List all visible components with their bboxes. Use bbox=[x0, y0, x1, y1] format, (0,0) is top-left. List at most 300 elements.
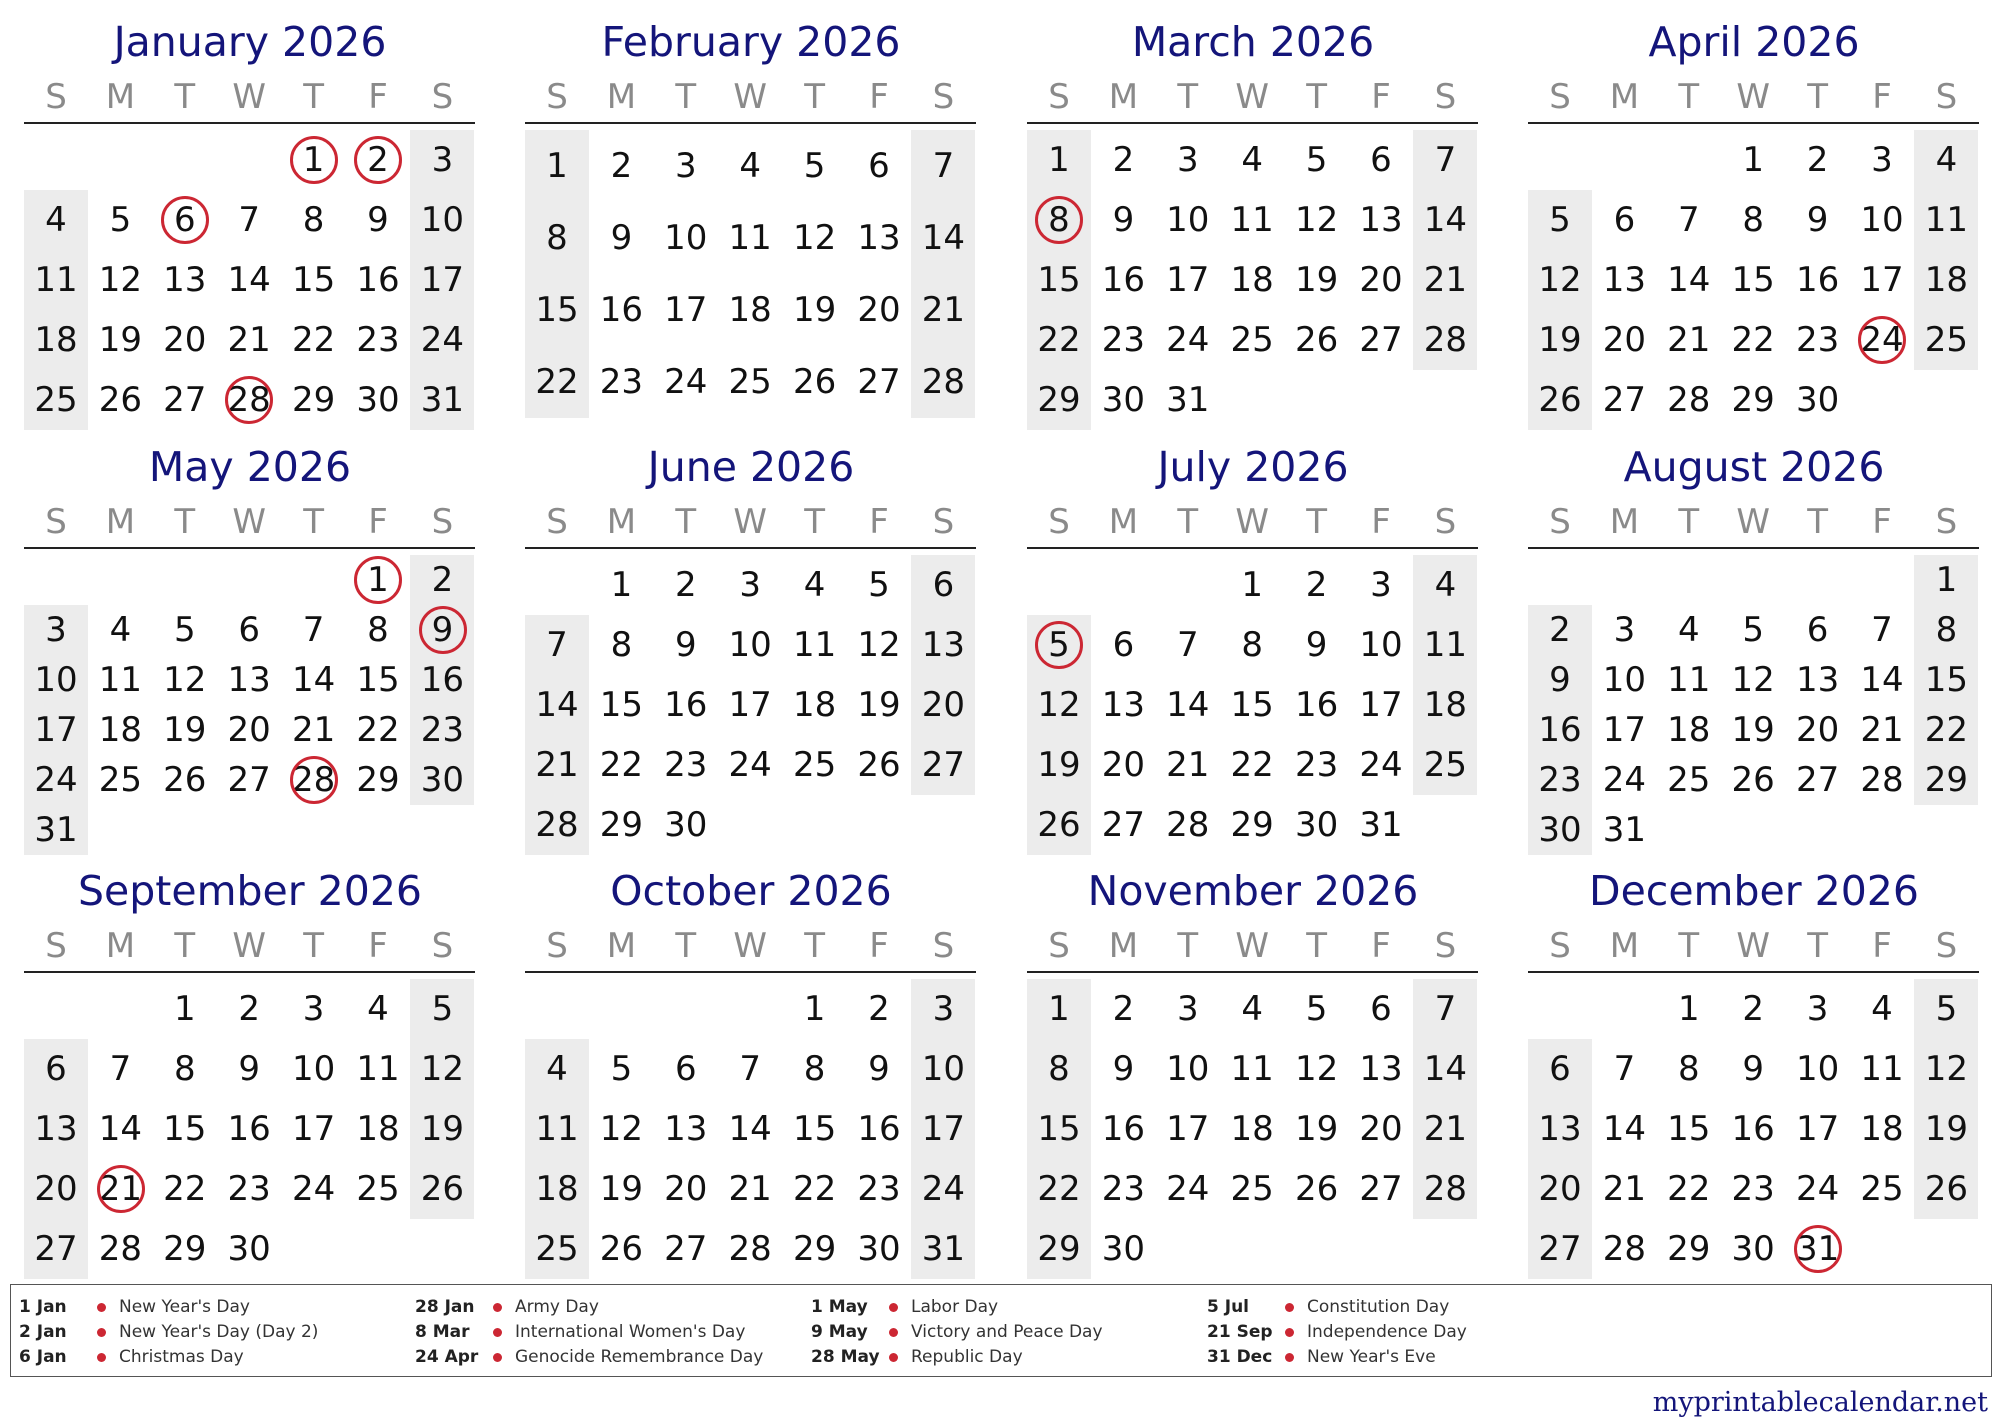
day-cell[interactable]: 19 bbox=[599, 1169, 644, 1209]
day-cell[interactable]: 3 bbox=[932, 989, 955, 1029]
day-cell[interactable]: 31 bbox=[1602, 810, 1647, 850]
day-cell[interactable]: 18 bbox=[1860, 1109, 1904, 1149]
day-cell[interactable]: 19 bbox=[98, 320, 143, 360]
day-cell[interactable]: 17 bbox=[1860, 260, 1904, 300]
day-cell[interactable]: 18 bbox=[535, 1169, 579, 1209]
day-cell[interactable]: 23 bbox=[356, 320, 400, 360]
day-cell[interactable]: 10 bbox=[291, 1049, 336, 1089]
day-cell[interactable]: 17 bbox=[291, 1109, 336, 1149]
day-cell[interactable]: 16 bbox=[227, 1109, 271, 1149]
day-cell[interactable]: 22 bbox=[535, 362, 579, 402]
day-cell[interactable]: 31 bbox=[921, 1229, 966, 1269]
day-cell[interactable]: 14 bbox=[1423, 1049, 1468, 1089]
day-cell[interactable]: 25 bbox=[1667, 760, 1711, 800]
day-cell[interactable]: 29 bbox=[356, 760, 400, 800]
day-cell[interactable]: 18 bbox=[728, 290, 772, 330]
day-cell[interactable]: 21 bbox=[728, 1169, 772, 1209]
day-cell[interactable]: 9 bbox=[367, 200, 389, 240]
day-cell[interactable]: 2 bbox=[238, 989, 260, 1029]
day-cell[interactable]: 18 bbox=[34, 320, 78, 360]
day-cell[interactable]: 15 bbox=[1037, 260, 1081, 300]
day-cell[interactable]: 29 bbox=[163, 1229, 207, 1269]
day-cell[interactable]: 2 bbox=[610, 146, 633, 186]
day-cell[interactable]: 7 bbox=[1434, 140, 1457, 180]
day-cell[interactable]: 23 bbox=[1294, 745, 1339, 785]
day-cell[interactable]: 10 bbox=[664, 218, 708, 258]
day-cell[interactable]: 5 bbox=[1305, 989, 1328, 1029]
day-cell[interactable]: 13 bbox=[1359, 200, 1403, 240]
day-cell[interactable]: 27 bbox=[1795, 760, 1840, 800]
day-cell[interactable]: 22 bbox=[291, 320, 336, 360]
day-cell[interactable]: 25 bbox=[1860, 1169, 1904, 1209]
day-cell[interactable]: 4 bbox=[1241, 989, 1263, 1029]
day-cell[interactable]: 31 bbox=[420, 380, 465, 420]
day-cell[interactable]: 18 bbox=[1423, 685, 1468, 725]
day-cell[interactable]: 5 bbox=[610, 1049, 633, 1089]
day-cell[interactable]: 24 bbox=[664, 362, 708, 402]
day-cell[interactable]: 14 bbox=[535, 685, 579, 725]
day-cell[interactable]: 13 bbox=[921, 625, 966, 665]
day-cell[interactable]: 18 bbox=[356, 1109, 400, 1149]
day-cell[interactable]: 15 bbox=[599, 685, 644, 725]
day-cell[interactable]: 1 bbox=[1742, 140, 1764, 180]
day-cell[interactable]: 28 bbox=[535, 805, 579, 845]
day-cell[interactable]: 25 bbox=[535, 1229, 579, 1269]
day-cell[interactable]: 29 bbox=[1037, 1229, 1081, 1269]
day-cell[interactable]: 16 bbox=[1731, 1109, 1775, 1149]
day-cell[interactable]: 20 bbox=[1359, 1109, 1403, 1149]
day-cell[interactable]: 11 bbox=[1924, 200, 1969, 240]
day-cell[interactable]: 3 bbox=[1871, 140, 1893, 180]
day-cell[interactable]: 18 bbox=[792, 685, 837, 725]
day-cell[interactable]: 14 bbox=[1166, 685, 1210, 725]
day-cell[interactable]: 30 bbox=[356, 380, 400, 420]
day-cell[interactable]: 15 bbox=[535, 290, 579, 330]
day-cell[interactable]: 19 bbox=[792, 290, 837, 330]
day-cell[interactable]: 25 bbox=[356, 1169, 400, 1209]
day-cell[interactable]: 9 bbox=[868, 1049, 890, 1089]
day-cell[interactable]: 16 bbox=[1795, 260, 1840, 300]
day-cell[interactable]: 9 bbox=[1112, 200, 1135, 240]
day-cell[interactable]: 20 bbox=[1602, 320, 1647, 360]
day-cell[interactable]: 16 bbox=[1101, 1109, 1146, 1149]
day-cell[interactable]: 13 bbox=[163, 260, 207, 300]
day-cell[interactable]: 1 bbox=[803, 989, 826, 1029]
day-cell[interactable]: 23 bbox=[857, 1169, 901, 1209]
day-cell[interactable]: 16 bbox=[1101, 260, 1146, 300]
day-cell[interactable]: 20 bbox=[664, 1169, 708, 1209]
day-cell[interactable]: 3 bbox=[1806, 989, 1829, 1029]
day-cell[interactable]: 20 bbox=[1101, 745, 1146, 785]
day-cell[interactable]: 21 bbox=[227, 320, 271, 360]
day-cell[interactable]: 22 bbox=[1731, 320, 1775, 360]
day-cell[interactable]: 1 bbox=[173, 989, 196, 1029]
day-cell[interactable]: 4 bbox=[739, 146, 761, 186]
day-cell[interactable]: 9 bbox=[431, 610, 454, 650]
day-cell[interactable]: 4 bbox=[803, 565, 826, 605]
day-cell[interactable]: 4 bbox=[1935, 140, 1958, 180]
day-cell[interactable]: 9 bbox=[238, 1049, 260, 1089]
day-cell[interactable]: 14 bbox=[1602, 1109, 1647, 1149]
day-cell[interactable]: 12 bbox=[1924, 1049, 1969, 1089]
day-cell[interactable]: 30 bbox=[1538, 810, 1582, 850]
day-cell[interactable]: 21 bbox=[1667, 320, 1711, 360]
day-cell[interactable]: 6 bbox=[238, 610, 260, 650]
day-cell[interactable]: 2 bbox=[367, 140, 389, 180]
day-cell[interactable]: 31 bbox=[1359, 805, 1403, 845]
day-cell[interactable]: 5 bbox=[868, 565, 890, 605]
day-cell[interactable]: 13 bbox=[1795, 660, 1840, 700]
day-cell[interactable]: 28 bbox=[1423, 320, 1468, 360]
day-cell[interactable]: 13 bbox=[1101, 685, 1146, 725]
day-cell[interactable]: 22 bbox=[1037, 1169, 1081, 1209]
day-cell[interactable]: 6 bbox=[1806, 610, 1829, 650]
day-cell[interactable]: 1 bbox=[1677, 989, 1700, 1029]
day-cell[interactable]: 22 bbox=[163, 1169, 207, 1209]
day-cell[interactable]: 20 bbox=[1359, 260, 1403, 300]
day-cell[interactable]: 1 bbox=[367, 560, 389, 600]
day-cell[interactable]: 12 bbox=[420, 1049, 465, 1089]
day-cell[interactable]: 27 bbox=[664, 1229, 708, 1269]
day-cell[interactable]: 18 bbox=[1230, 260, 1274, 300]
day-cell[interactable]: 6 bbox=[674, 1049, 697, 1089]
day-cell[interactable]: 20 bbox=[163, 320, 207, 360]
day-cell[interactable]: 1 bbox=[302, 140, 325, 180]
day-cell[interactable]: 2 bbox=[1112, 989, 1135, 1029]
day-cell[interactable]: 23 bbox=[1795, 320, 1840, 360]
day-cell[interactable]: 16 bbox=[420, 660, 465, 700]
day-cell[interactable]: 30 bbox=[1731, 1229, 1775, 1269]
day-cell[interactable]: 18 bbox=[98, 710, 143, 750]
day-cell[interactable]: 17 bbox=[1166, 260, 1210, 300]
day-cell[interactable]: 10 bbox=[1359, 625, 1403, 665]
day-cell[interactable]: 28 bbox=[291, 760, 336, 800]
day-cell[interactable]: 9 bbox=[610, 218, 633, 258]
day-cell[interactable]: 4 bbox=[1871, 989, 1893, 1029]
day-cell[interactable]: 15 bbox=[1037, 1109, 1081, 1149]
day-cell[interactable]: 28 bbox=[921, 362, 966, 402]
day-cell[interactable]: 9 bbox=[1549, 660, 1571, 700]
day-cell[interactable]: 5 bbox=[173, 610, 196, 650]
day-cell[interactable]: 7 bbox=[1434, 989, 1457, 1029]
day-cell[interactable]: 11 bbox=[356, 1049, 400, 1089]
day-cell[interactable]: 3 bbox=[1370, 565, 1392, 605]
day-cell[interactable]: 12 bbox=[599, 1109, 644, 1149]
day-cell[interactable]: 12 bbox=[1294, 200, 1339, 240]
day-cell[interactable]: 17 bbox=[420, 260, 465, 300]
day-cell[interactable]: 13 bbox=[227, 660, 271, 700]
day-cell[interactable]: 24 bbox=[1166, 1169, 1210, 1209]
day-cell[interactable]: 10 bbox=[1795, 1049, 1840, 1089]
day-cell[interactable]: 1 bbox=[1048, 140, 1070, 180]
day-cell[interactable]: 8 bbox=[803, 1049, 826, 1089]
day-cell[interactable]: 22 bbox=[1924, 710, 1969, 750]
day-cell[interactable]: 1 bbox=[1935, 560, 1958, 600]
day-cell[interactable]: 2 bbox=[1112, 140, 1135, 180]
day-cell[interactable]: 21 bbox=[1423, 1109, 1468, 1149]
day-cell[interactable]: 22 bbox=[599, 745, 644, 785]
day-cell[interactable]: 11 bbox=[535, 1109, 579, 1149]
day-cell[interactable]: 21 bbox=[1423, 260, 1468, 300]
day-cell[interactable]: 27 bbox=[34, 1229, 78, 1269]
day-cell[interactable]: 16 bbox=[356, 260, 400, 300]
day-cell[interactable]: 16 bbox=[857, 1109, 901, 1149]
day-cell[interactable]: 4 bbox=[1677, 610, 1700, 650]
day-cell[interactable]: 20 bbox=[227, 710, 271, 750]
day-cell[interactable]: 5 bbox=[803, 146, 826, 186]
day-cell[interactable]: 10 bbox=[34, 660, 78, 700]
day-cell[interactable]: 29 bbox=[792, 1229, 837, 1269]
day-cell[interactable]: 8 bbox=[173, 1049, 196, 1089]
day-cell[interactable]: 27 bbox=[1359, 320, 1403, 360]
day-cell[interactable]: 12 bbox=[163, 660, 207, 700]
day-cell[interactable]: 10 bbox=[1860, 200, 1904, 240]
day-cell[interactable]: 14 bbox=[1423, 200, 1468, 240]
day-cell[interactable]: 11 bbox=[1230, 200, 1274, 240]
day-cell[interactable]: 7 bbox=[1871, 610, 1893, 650]
day-cell[interactable]: 23 bbox=[1538, 760, 1582, 800]
day-cell[interactable]: 8 bbox=[1742, 200, 1764, 240]
day-cell[interactable]: 26 bbox=[599, 1229, 644, 1269]
day-cell[interactable]: 12 bbox=[1037, 685, 1081, 725]
day-cell[interactable]: 22 bbox=[792, 1169, 837, 1209]
day-cell[interactable]: 28 bbox=[728, 1229, 772, 1269]
day-cell[interactable]: 4 bbox=[109, 610, 132, 650]
day-cell[interactable]: 5 bbox=[431, 989, 454, 1029]
day-cell[interactable]: 21 bbox=[921, 290, 966, 330]
day-cell[interactable]: 8 bbox=[1677, 1049, 1700, 1089]
day-cell[interactable]: 23 bbox=[664, 745, 708, 785]
day-cell[interactable]: 4 bbox=[1434, 565, 1457, 605]
day-cell[interactable]: 13 bbox=[34, 1109, 78, 1149]
day-cell[interactable]: 14 bbox=[728, 1109, 772, 1149]
day-cell[interactable]: 19 bbox=[1538, 320, 1582, 360]
day-cell[interactable]: 6 bbox=[45, 1049, 67, 1089]
day-cell[interactable]: 22 bbox=[356, 710, 400, 750]
day-cell[interactable]: 12 bbox=[1294, 1049, 1339, 1089]
day-cell[interactable]: 23 bbox=[599, 362, 644, 402]
day-cell[interactable]: 9 bbox=[1806, 200, 1829, 240]
day-cell[interactable]: 5 bbox=[1742, 610, 1764, 650]
day-cell[interactable]: 7 bbox=[109, 1049, 132, 1089]
day-cell[interactable]: 19 bbox=[1294, 1109, 1339, 1149]
day-cell[interactable]: 29 bbox=[1667, 1229, 1711, 1269]
day-cell[interactable]: 7 bbox=[302, 610, 325, 650]
day-cell[interactable]: 19 bbox=[1731, 710, 1775, 750]
day-cell[interactable]: 6 bbox=[173, 200, 196, 240]
day-cell[interactable]: 8 bbox=[302, 200, 325, 240]
day-cell[interactable]: 12 bbox=[1731, 660, 1775, 700]
day-cell[interactable]: 2 bbox=[1305, 565, 1328, 605]
day-cell[interactable]: 25 bbox=[792, 745, 837, 785]
day-cell[interactable]: 17 bbox=[921, 1109, 966, 1149]
day-cell[interactable]: 15 bbox=[792, 1109, 837, 1149]
day-cell[interactable]: 28 bbox=[1166, 805, 1210, 845]
day-cell[interactable]: 25 bbox=[1423, 745, 1468, 785]
day-cell[interactable]: 25 bbox=[1924, 320, 1969, 360]
day-cell[interactable]: 31 bbox=[34, 810, 78, 850]
day-cell[interactable]: 11 bbox=[1230, 1049, 1274, 1089]
day-cell[interactable]: 26 bbox=[1731, 760, 1775, 800]
day-cell[interactable]: 4 bbox=[367, 989, 389, 1029]
day-cell[interactable]: 9 bbox=[1305, 625, 1328, 665]
day-cell[interactable]: 16 bbox=[664, 685, 708, 725]
day-cell[interactable]: 9 bbox=[674, 625, 697, 665]
day-cell[interactable]: 21 bbox=[98, 1169, 143, 1209]
day-cell[interactable]: 6 bbox=[868, 146, 890, 186]
day-cell[interactable]: 27 bbox=[227, 760, 271, 800]
day-cell[interactable]: 29 bbox=[291, 380, 336, 420]
day-cell[interactable]: 30 bbox=[1795, 380, 1840, 420]
day-cell[interactable]: 30 bbox=[857, 1229, 901, 1269]
day-cell[interactable]: 26 bbox=[792, 362, 837, 402]
day-cell[interactable]: 6 bbox=[1112, 625, 1135, 665]
day-cell[interactable]: 8 bbox=[1048, 1049, 1070, 1089]
day-cell[interactable]: 20 bbox=[34, 1169, 78, 1209]
day-cell[interactable]: 8 bbox=[367, 610, 389, 650]
day-cell[interactable]: 7 bbox=[1613, 1049, 1636, 1089]
day-cell[interactable]: 25 bbox=[1230, 1169, 1274, 1209]
day-cell[interactable]: 5 bbox=[109, 200, 132, 240]
day-cell[interactable]: 19 bbox=[163, 710, 207, 750]
day-cell[interactable]: 2 bbox=[674, 565, 697, 605]
day-cell[interactable]: 11 bbox=[98, 660, 143, 700]
day-cell[interactable]: 26 bbox=[1294, 320, 1339, 360]
day-cell[interactable]: 13 bbox=[1538, 1109, 1582, 1149]
day-cell[interactable]: 24 bbox=[420, 320, 465, 360]
day-cell[interactable]: 6 bbox=[1370, 140, 1392, 180]
day-cell[interactable]: 17 bbox=[1795, 1109, 1840, 1149]
day-cell[interactable]: 26 bbox=[1538, 380, 1582, 420]
day-cell[interactable]: 15 bbox=[1924, 660, 1969, 700]
day-cell[interactable]: 15 bbox=[163, 1109, 207, 1149]
day-cell[interactable]: 14 bbox=[291, 660, 336, 700]
day-cell[interactable]: 12 bbox=[1538, 260, 1582, 300]
day-cell[interactable]: 8 bbox=[1048, 200, 1070, 240]
day-cell[interactable]: 6 bbox=[932, 565, 955, 605]
day-cell[interactable]: 31 bbox=[1166, 380, 1210, 420]
day-cell[interactable]: 27 bbox=[163, 380, 207, 420]
day-cell[interactable]: 16 bbox=[1538, 710, 1582, 750]
day-cell[interactable]: 26 bbox=[1924, 1169, 1969, 1209]
day-cell[interactable]: 5 bbox=[1935, 989, 1958, 1029]
day-cell[interactable]: 7 bbox=[238, 200, 260, 240]
day-cell[interactable]: 3 bbox=[1176, 989, 1199, 1029]
day-cell[interactable]: 1 bbox=[610, 565, 633, 605]
day-cell[interactable]: 19 bbox=[1037, 745, 1081, 785]
day-cell[interactable]: 30 bbox=[1101, 1229, 1146, 1269]
day-cell[interactable]: 2 bbox=[868, 989, 890, 1029]
day-cell[interactable]: 3 bbox=[45, 610, 67, 650]
day-cell[interactable]: 7 bbox=[739, 1049, 761, 1089]
day-cell[interactable]: 21 bbox=[1602, 1169, 1647, 1209]
day-cell[interactable]: 6 bbox=[1549, 1049, 1571, 1089]
day-cell[interactable]: 17 bbox=[1602, 710, 1647, 750]
day-cell[interactable]: 24 bbox=[1359, 745, 1403, 785]
day-cell[interactable]: 23 bbox=[1731, 1169, 1775, 1209]
day-cell[interactable]: 20 bbox=[921, 685, 966, 725]
day-cell[interactable]: 22 bbox=[1230, 745, 1274, 785]
day-cell[interactable]: 3 bbox=[674, 146, 697, 186]
day-cell[interactable]: 28 bbox=[1860, 760, 1904, 800]
day-cell[interactable]: 21 bbox=[291, 710, 336, 750]
day-cell[interactable]: 17 bbox=[1166, 1109, 1210, 1149]
day-cell[interactable]: 27 bbox=[1602, 380, 1647, 420]
site-credit[interactable]: myprintablecalendar.net bbox=[1652, 1387, 1988, 1418]
day-cell[interactable]: 14 bbox=[1667, 260, 1711, 300]
day-cell[interactable]: 30 bbox=[420, 760, 465, 800]
day-cell[interactable]: 10 bbox=[921, 1049, 966, 1089]
day-cell[interactable]: 1 bbox=[1048, 989, 1070, 1029]
day-cell[interactable]: 14 bbox=[98, 1109, 143, 1149]
day-cell[interactable]: 3 bbox=[739, 565, 761, 605]
day-cell[interactable]: 16 bbox=[599, 290, 644, 330]
day-cell[interactable]: 21 bbox=[535, 745, 579, 785]
day-cell[interactable]: 18 bbox=[1230, 1109, 1274, 1149]
day-cell[interactable]: 17 bbox=[664, 290, 708, 330]
day-cell[interactable]: 1 bbox=[546, 146, 568, 186]
day-cell[interactable]: 19 bbox=[857, 685, 901, 725]
day-cell[interactable]: 19 bbox=[420, 1109, 465, 1149]
day-cell[interactable]: 6 bbox=[1613, 200, 1636, 240]
day-cell[interactable]: 27 bbox=[1359, 1169, 1403, 1209]
day-cell[interactable]: 29 bbox=[1230, 805, 1274, 845]
day-cell[interactable]: 2 bbox=[1742, 989, 1764, 1029]
day-cell[interactable]: 9 bbox=[1742, 1049, 1764, 1089]
day-cell[interactable]: 13 bbox=[1359, 1049, 1403, 1089]
day-cell[interactable]: 30 bbox=[664, 805, 708, 845]
day-cell[interactable]: 26 bbox=[420, 1169, 465, 1209]
day-cell[interactable]: 12 bbox=[98, 260, 143, 300]
day-cell[interactable]: 27 bbox=[921, 745, 966, 785]
day-cell[interactable]: 22 bbox=[1037, 320, 1081, 360]
day-cell[interactable]: 25 bbox=[98, 760, 143, 800]
day-cell[interactable]: 11 bbox=[34, 260, 78, 300]
day-cell[interactable]: 12 bbox=[857, 625, 901, 665]
day-cell[interactable]: 13 bbox=[1602, 260, 1647, 300]
day-cell[interactable]: 15 bbox=[356, 660, 400, 700]
day-cell[interactable]: 28 bbox=[98, 1229, 143, 1269]
day-cell[interactable]: 20 bbox=[1538, 1169, 1582, 1209]
day-cell[interactable]: 23 bbox=[420, 710, 465, 750]
day-cell[interactable]: 23 bbox=[1101, 320, 1146, 360]
day-cell[interactable]: 28 bbox=[1423, 1169, 1468, 1209]
day-cell[interactable]: 15 bbox=[1667, 1109, 1711, 1149]
day-cell[interactable]: 20 bbox=[1795, 710, 1840, 750]
day-cell[interactable]: 24 bbox=[921, 1169, 966, 1209]
day-cell[interactable]: 2 bbox=[1806, 140, 1829, 180]
day-cell[interactable]: 11 bbox=[728, 218, 772, 258]
day-cell[interactable]: 28 bbox=[227, 380, 271, 420]
day-cell[interactable]: 4 bbox=[45, 200, 67, 240]
day-cell[interactable]: 23 bbox=[227, 1169, 271, 1209]
day-cell[interactable]: 2 bbox=[1549, 610, 1571, 650]
day-cell[interactable]: 4 bbox=[1241, 140, 1263, 180]
day-cell[interactable]: 29 bbox=[1037, 380, 1081, 420]
day-cell[interactable]: 8 bbox=[1935, 610, 1958, 650]
day-cell[interactable]: 25 bbox=[728, 362, 772, 402]
day-cell[interactable]: 27 bbox=[1101, 805, 1146, 845]
day-cell[interactable]: 8 bbox=[546, 218, 568, 258]
day-cell[interactable]: 4 bbox=[546, 1049, 568, 1089]
day-cell[interactable]: 14 bbox=[1860, 660, 1904, 700]
day-cell[interactable]: 11 bbox=[1667, 660, 1711, 700]
day-cell[interactable]: 3 bbox=[1176, 140, 1199, 180]
day-cell[interactable]: 7 bbox=[546, 625, 568, 665]
day-cell[interactable]: 10 bbox=[420, 200, 465, 240]
day-cell[interactable]: 21 bbox=[1860, 710, 1904, 750]
day-cell[interactable]: 26 bbox=[1037, 805, 1081, 845]
